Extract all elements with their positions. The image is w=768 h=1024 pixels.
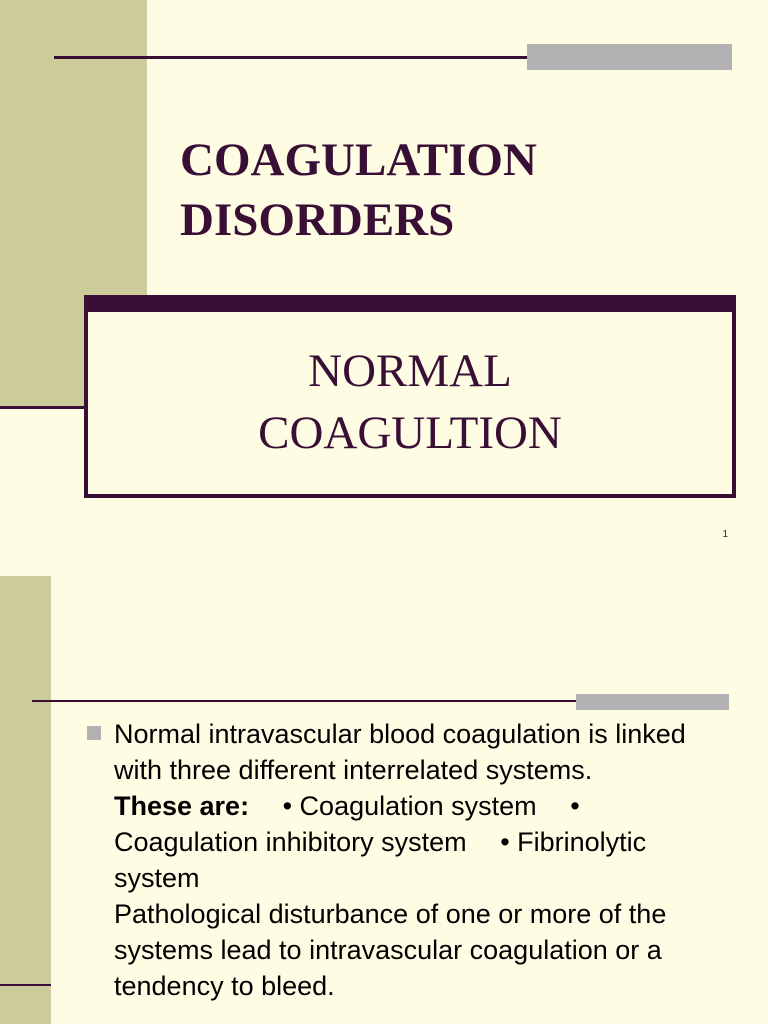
slide1-subtitle-line2: COAGULTION	[258, 407, 562, 459]
slide2-closing-text: Pathological disturbance of one or more of the systems lead to intravascular coagulation or a tendency to bleed.	[114, 899, 667, 1001]
slide2-item-inhibitory-system: • Coagulation inhibitory system	[114, 791, 580, 857]
slide1-title	[180, 130, 660, 250]
slide2-body-text	[114, 716, 724, 1004]
slide1-box-header-bar	[84, 295, 736, 313]
slide2-side-rule	[0, 984, 51, 986]
slide2-accent-bar	[576, 694, 729, 710]
slide1-subtitle	[88, 340, 732, 464]
square-bullet-icon	[87, 726, 101, 740]
slide1-title-line2: DISORDERS	[180, 194, 455, 246]
slide2-item-fibrinolytic-system: • Fibrinolytic system	[114, 827, 647, 893]
slide1-subtitle-line1: NORMAL	[308, 345, 512, 397]
slide1-accent-bar	[527, 44, 732, 70]
slide2-these-are-label: These are:	[114, 791, 250, 821]
slide2-intro: Normal intravascular blood coagulation is linked with three different interrelated systems.	[114, 719, 686, 785]
slide2-side-band	[0, 576, 51, 1024]
slide1-page-number: 1	[722, 529, 728, 540]
slide1-title-line1: COAGULATION	[180, 134, 537, 186]
slide1-side-rule	[0, 406, 86, 409]
slide2-item-coagulation-system: • Coagulation system	[282, 791, 537, 821]
